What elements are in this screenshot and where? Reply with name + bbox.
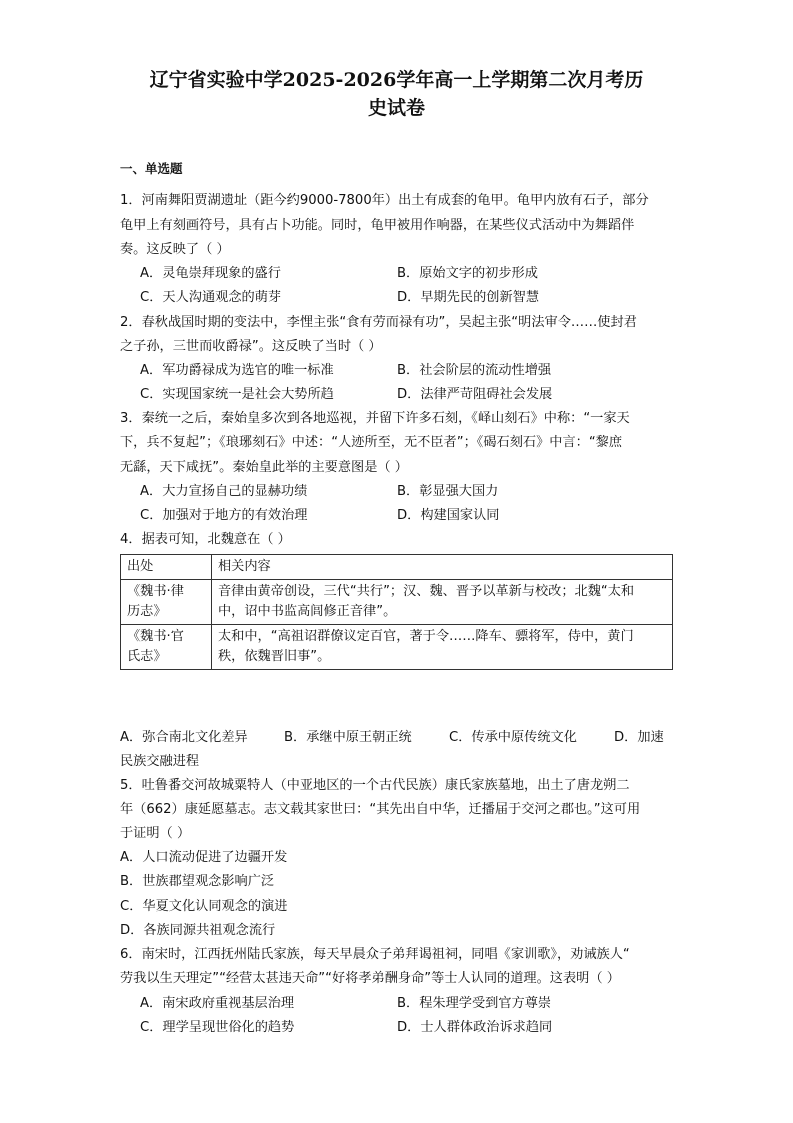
content-line: 中，诏中书监高闾修正音律”。: [218, 604, 397, 619]
q1-option-c: C．天人沟通观念的萌芽: [140, 290, 282, 305]
q6-option-b: B．程朱理学受到官方尊崇: [397, 996, 552, 1011]
source-line: 《魏书·官: [127, 629, 184, 644]
q3-stem-line-2: 下，兵不复起”；《琅琊刻石》中述：“人迹所至，无不臣者”；《碣石刻石》中言：“黎庶: [120, 435, 623, 450]
source-line: 历志》: [127, 604, 167, 619]
q3-stem-line-1: 3．秦统一之后，秦始皇多次到各地巡视，并留下许多石刻，《峄山刻石》中称：“一家天: [120, 411, 630, 426]
source-line: 氏志》: [127, 649, 167, 664]
q1-stem-line-1: 1．河南舞阳贾湖遗址（距今约9000-7800年）出土有成套的龟甲。龟甲内放有石子，部分: [120, 193, 649, 208]
table-header-source: 出处: [121, 555, 212, 580]
q1-stem-line-2: 龟甲上有刻画符号，具有占卜功能。同时，龟甲被用作响器，在某些仪式活动中为舞蹈伴: [120, 218, 635, 233]
q5-option-d: D．各族同源共祖观念流行: [120, 923, 276, 938]
q1-option-b: B．原始文字的初步形成: [397, 266, 538, 281]
source-line: 《魏书·律: [127, 584, 184, 599]
table-row: [121, 625, 673, 670]
table-cell-content: [212, 625, 673, 670]
table-cell-source: [121, 580, 212, 625]
q2-option-c: C．实现国家统一是社会大势所趋: [140, 387, 334, 402]
q1-stem-line-3: 奏。这反映了（ ）: [120, 242, 230, 257]
content-line: 秩，依魏晋旧事”。: [218, 649, 331, 664]
q3-option-b: B．彰显强大国力: [397, 484, 499, 499]
q5-stem-line-2: 年（662）康延愿墓志。志文载其家世曰：“其先出自中华，迁播届于交河之郡也。”这可用: [120, 802, 641, 817]
q4-source-table: [120, 554, 673, 670]
table-header-row: [121, 555, 673, 580]
table-cell-source: [121, 625, 212, 670]
q6-option-c: C．理学呈现世俗化的趋势: [140, 1020, 295, 1035]
content-line: 音律由黄帝创设，三代“共行”；汉、魏、晋予以革新与校改；北魏“太和: [218, 584, 635, 599]
table-header-content: 相关内容: [212, 555, 673, 580]
table-row: [121, 580, 673, 625]
q3-option-a: A．大力宣扬自己的显赫功绩: [140, 484, 308, 499]
table-cell-content: [212, 580, 673, 625]
q4-stem: 4．据表可知，北魏意在（ ）: [120, 532, 291, 547]
section-heading: 一、单选题: [120, 161, 183, 176]
q5-stem-line-3: 于证明（ ）: [120, 826, 191, 841]
q5-stem-line-1: 5．吐鲁番交河故城粟特人（中亚地区的一个古代民族）康氏家族墓地，出土了唐龙朔二: [120, 778, 630, 793]
q6-option-d: D．士人群体政治诉求趋同: [397, 1020, 553, 1035]
q3-option-d: D．构建国家认同: [397, 508, 500, 523]
q5-option-b: B．世族郡望观念影响广泛: [120, 874, 275, 889]
q2-option-a: A．军功爵禄成为选官的唯一标准: [140, 363, 334, 378]
title-line-2: 史试卷: [367, 97, 425, 119]
q1-option-a: A．灵龟崇拜现象的盛行: [140, 266, 281, 281]
q2-stem-line-1: 2．春秋战国时期的变法中，李悝主张“食有劳而禄有功”，吴起主张“明法审令……使封君: [120, 315, 637, 330]
title-line-1: 辽宁省实验中学2025-2026学年高一上学期第二次月考历: [149, 69, 644, 91]
q4-option-b: B．承继中原王朝正统: [284, 730, 412, 745]
q3-option-c: C．加强对于地方的有效治理: [140, 508, 308, 523]
q6-option-a: A．南宋政府重视基层治理: [140, 996, 295, 1011]
q5-option-a: A．人口流动促进了边疆开发: [120, 850, 288, 865]
q2-option-b: B．社会阶层的流动性增强: [397, 363, 552, 378]
q4-option-c: C．传承中原传统文化: [449, 730, 577, 745]
q5-option-c: C．华夏文化认同观念的演进: [120, 899, 288, 914]
q2-stem-line-2: 之子孙，三世而收爵禄”。这反映了当时（ ）: [120, 339, 382, 354]
q4-option-d: D．加速: [614, 730, 664, 745]
q6-stem-line-1: 6．南宋时，江西抚州陆氏家族，每天早晨众子弟拜谒祖祠，同唱《家训歌》，劝诫族人“: [120, 947, 630, 962]
q2-option-d: D．法律严苛阻碍社会发展: [397, 387, 553, 402]
q6-stem-line-2: 劳我以生天理定”“经营太甚违天命”“好将孝弟酬身命”等士人认同的道理。这表明（ ）: [120, 971, 620, 986]
exam-title: [0, 66, 793, 122]
q1-option-d: D．早期先民的创新智慧: [397, 290, 540, 305]
q4-option-d-continued: 民族交融进程: [120, 754, 200, 769]
q3-stem-line-3: 无繇，天下咸抚”。秦始皇此举的主要意图是（ ）: [120, 460, 408, 475]
content-line: 太和中，“高祖诏群僚议定百官，著于令……降车、骠将军，侍中，黄门: [218, 629, 634, 644]
q4-option-a: A．弥合南北文化差异: [120, 730, 248, 745]
